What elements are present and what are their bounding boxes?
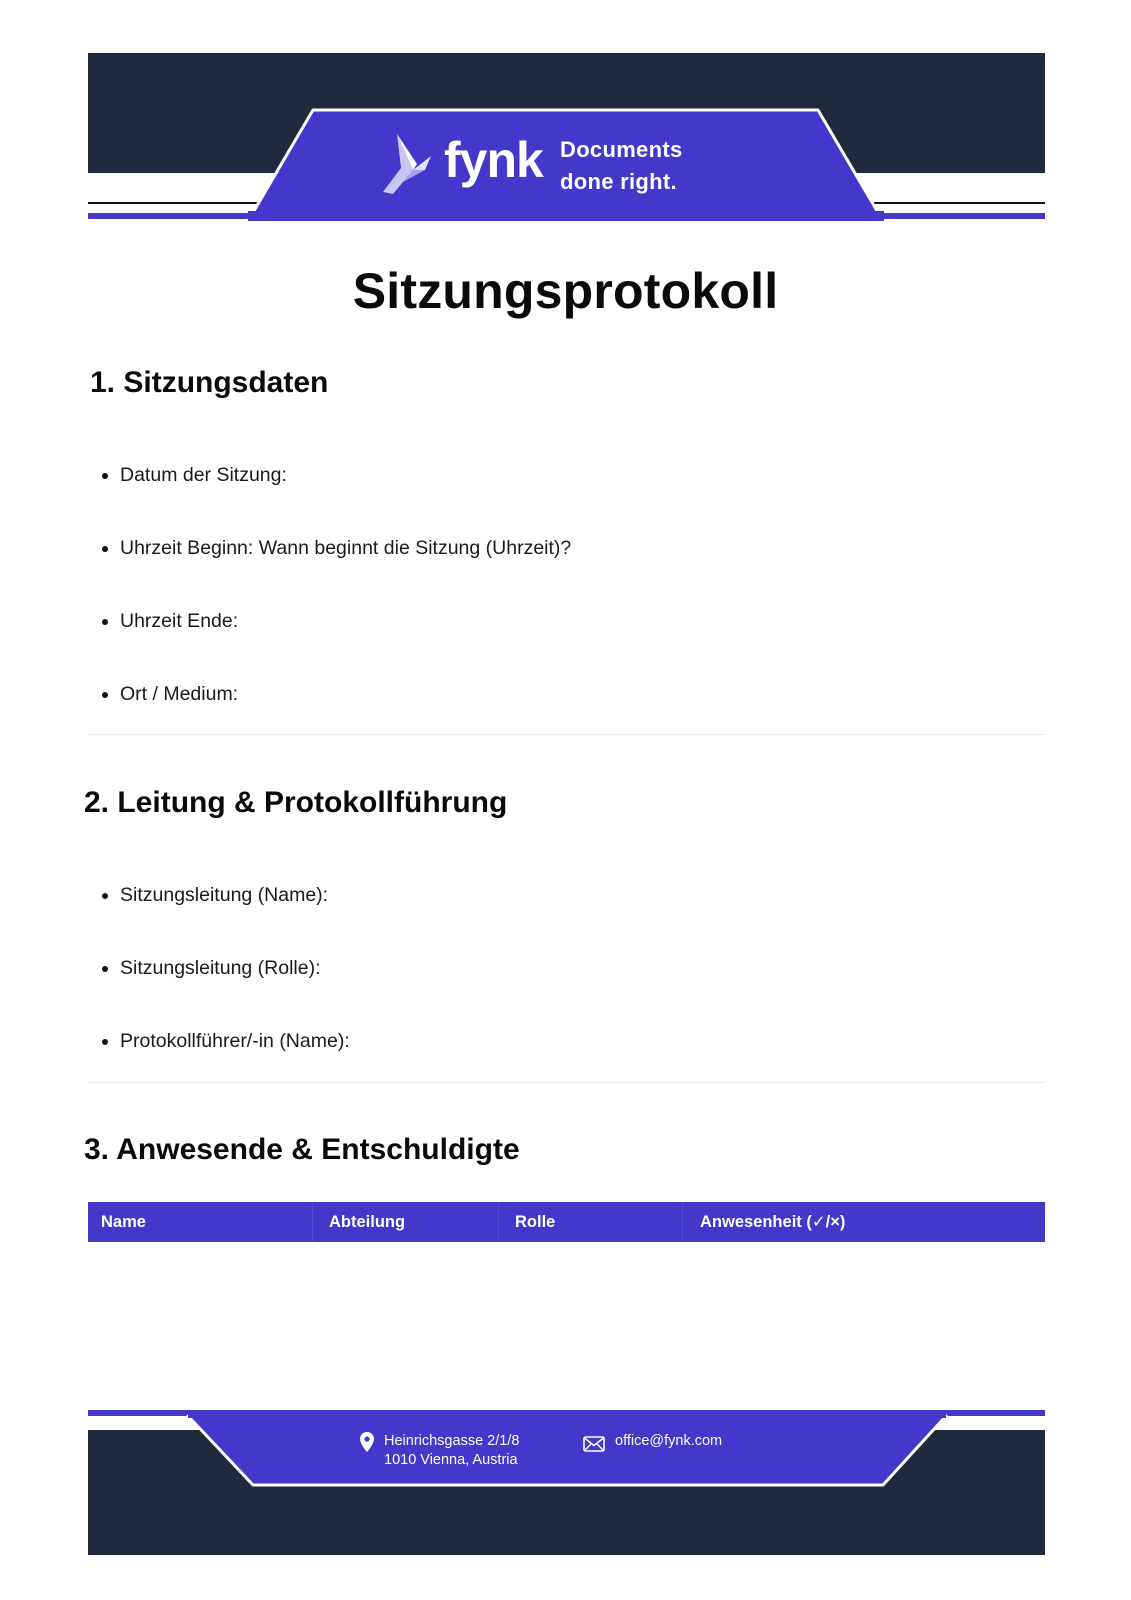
leitung-list [96, 883, 350, 1102]
location-pin-icon [360, 1432, 374, 1452]
list-item [96, 536, 571, 609]
list-item-label: Uhrzeit Beginn: Wann beginnt die Sitzung (Uhrzeit)? [120, 537, 572, 559]
bullet-icon [102, 893, 108, 899]
list-item [96, 1029, 350, 1102]
list-item-label: Protokollführer/-in (Name): [120, 1030, 350, 1052]
bullet-icon [102, 546, 108, 552]
footer-email-link[interactable]: office@fynk.com [615, 1433, 723, 1449]
list-item [96, 682, 571, 755]
tagline-line-2: done right. [560, 169, 677, 194]
bullet-icon [102, 692, 108, 698]
mail-icon [583, 1436, 605, 1452]
section-divider [88, 734, 1045, 735]
tagline-line-1: Documents [560, 137, 683, 162]
column-header-rolle: Rolle [515, 1213, 556, 1231]
column-header-name: Name [101, 1213, 146, 1231]
list-item [96, 463, 571, 536]
column-header-anwesenheit: Anwesenheit (✓/×) [700, 1213, 846, 1231]
list-item-label: Uhrzeit Ende: [120, 610, 239, 632]
list-item [96, 956, 350, 1029]
list-item [96, 609, 571, 682]
fynk-wordmark: fynk [444, 132, 543, 188]
brand-tagline [560, 134, 683, 198]
attendance-table-header [88, 1202, 1045, 1242]
list-item-label: Sitzungsleitung (Name): [120, 884, 329, 906]
section-divider [88, 1082, 1045, 1083]
section-heading-leitung: 2. Leitung & Protokollführung [84, 786, 508, 819]
bullet-icon [102, 619, 108, 625]
list-item-label: Datum der Sitzung: [120, 464, 287, 486]
column-separator [498, 1202, 499, 1242]
column-header-abteilung: Abteilung [329, 1213, 406, 1231]
bullet-icon [102, 1039, 108, 1045]
column-separator [312, 1202, 313, 1242]
footer-address [384, 1432, 519, 1470]
column-separator [682, 1202, 683, 1242]
footer-banner [88, 1410, 1045, 1555]
fynk-bird-logo-icon [383, 134, 439, 196]
sitzungsdaten-list [96, 463, 571, 755]
bullet-icon [102, 966, 108, 972]
bullet-icon [102, 473, 108, 479]
address-line-1: Heinrichsgasse 2/1/8 [384, 1433, 520, 1449]
address-line-2: 1010 Vienna, Austria [384, 1452, 518, 1468]
section-heading-anwesende: 3. Anwesende & Entschuldigte [84, 1133, 520, 1166]
section-heading-sitzungsdaten: 1. Sitzungsdaten [90, 366, 329, 399]
page-title: Sitzungsprotokoll [352, 263, 779, 319]
list-item [96, 883, 350, 956]
list-item-label: Ort / Medium: [120, 683, 239, 705]
list-item-label: Sitzungsleitung (Rolle): [120, 957, 321, 979]
